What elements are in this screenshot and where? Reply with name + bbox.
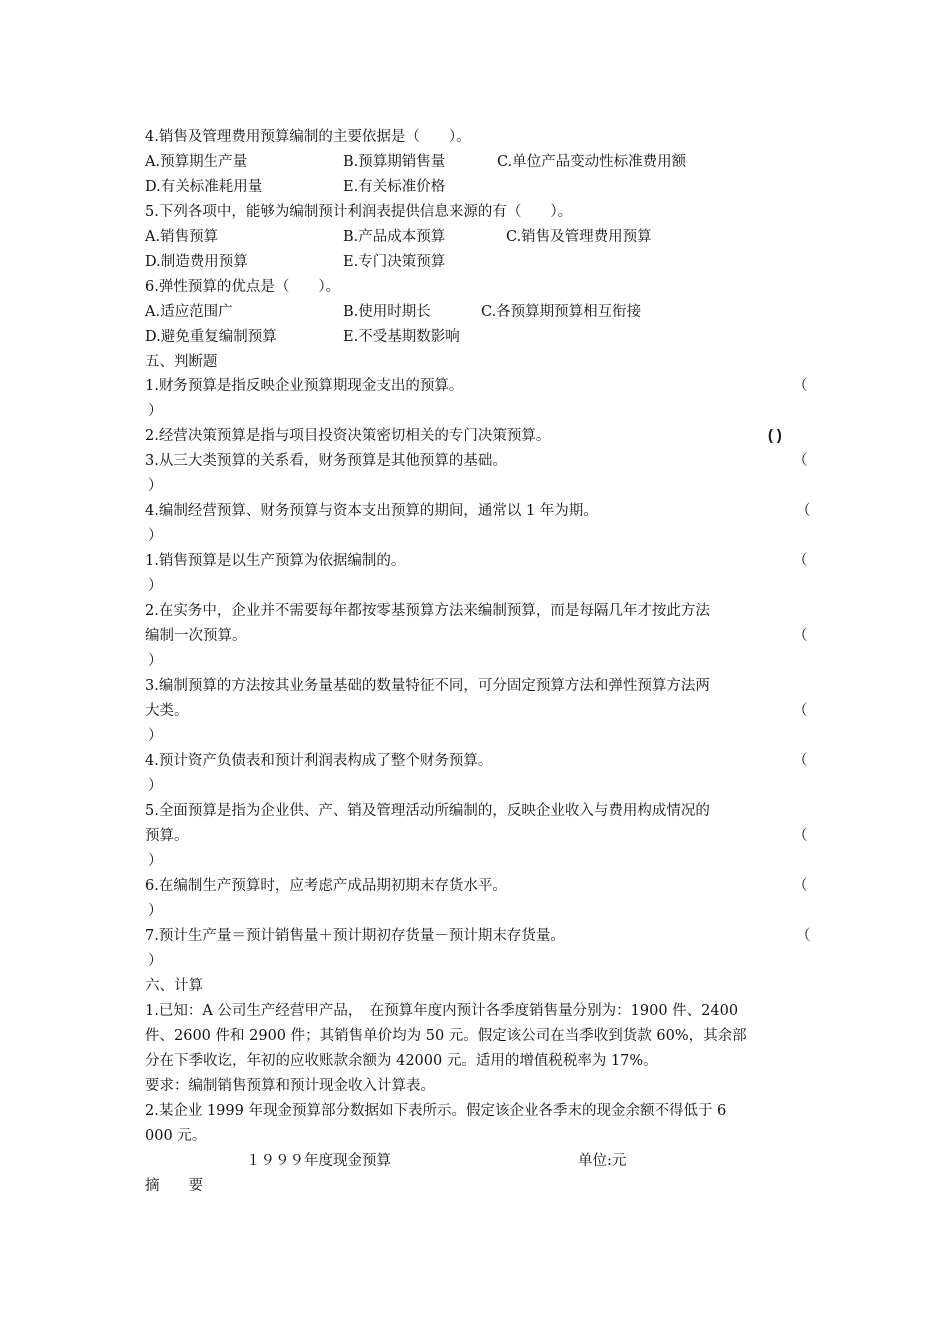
table-column-header: 摘 要 — [145, 1178, 203, 1194]
calc-problem-2-continued: 000 元。 — [145, 1128, 207, 1144]
answer-bracket-open: （ — [796, 503, 811, 519]
calc-problem-2: 2.某企业 1999 年现金预算部分数据如下表所示。假定该企业各季末的现金余额不得低于 6 — [145, 1103, 727, 1119]
option-d: D.有关标准耗用量 — [145, 179, 263, 195]
answer-bracket-open: （ — [793, 828, 808, 844]
option-c: C.各预算期预算相互衔接 — [481, 304, 642, 320]
judgment-item-continued: 预算。 — [145, 828, 189, 844]
option-d: D.避免重复编制预算 — [145, 329, 277, 345]
answer-bracket-open: （ — [793, 378, 808, 394]
judgment-item: 3.编制预算的方法按其业务量基础的数量特征不同，可分固定预算方法和弹性预算方法两 — [145, 678, 710, 694]
answer-bracket-close: ） — [148, 478, 163, 494]
answer-bracket-open: （ — [793, 703, 808, 719]
option-c: C.销售及管理费用预算 — [506, 229, 652, 245]
option-e: E.不受基期数影响 — [343, 329, 460, 345]
answer-bracket-open: （ — [793, 453, 808, 469]
answer-bracket-close: ） — [148, 778, 163, 794]
answer-bracket-close: ） — [148, 953, 163, 969]
option-b: B.预算期销售量 — [343, 154, 446, 170]
judgment-item: 4.编制经营预算、财务预算与资本支出预算的期间，通常以 1 年为期。 — [145, 503, 598, 519]
section-heading: 六、计算 — [145, 978, 203, 994]
question-6-text: 6.弹性预算的优点是（ ）。 — [145, 279, 341, 295]
calc-problem-1: 1.已知：A 公司生产经营甲产品， 在预算年度内预计各季度销售量分别为：1900 件、2400 — [145, 1003, 739, 1019]
answer-bracket-close: ） — [148, 653, 163, 669]
answer-bracket-open: （ — [793, 753, 808, 769]
option-b: B.产品成本预算 — [343, 229, 446, 245]
judgment-item: 1.销售预算是以生产预算为依据编制的。 — [145, 553, 406, 569]
table-unit: 单位:元 — [578, 1153, 627, 1169]
judgment-item-continued: 编制一次预算。 — [145, 628, 247, 644]
option-a: A.适应范围广 — [145, 304, 233, 320]
section-heading: 五、判断题 — [145, 354, 218, 370]
option-a: A.销售预算 — [145, 229, 219, 245]
answer-brackets: ( ) — [768, 428, 782, 444]
table-title: １９９９年度现金预算 — [246, 1153, 391, 1169]
judgment-item: 2.在实务中，企业并不需要每年都按零基预算方法来编制预算，而是每隔几年才按此方法 — [145, 603, 710, 619]
question-5-text: 5.下列各项中，能够为编制预计利润表提供信息来源的有（ ）。 — [145, 204, 573, 220]
calc-requirement: 要求：编制销售预算和预计现金收入计算表。 — [145, 1078, 435, 1094]
judgment-item: 5.全面预算是指为企业供、产、销及管理活动所编制的，反映企业收入与费用构成情况的 — [145, 803, 710, 819]
answer-bracket-open: （ — [793, 628, 808, 644]
option-b: B.使用时期长 — [343, 304, 431, 320]
answer-bracket-close: ） — [148, 853, 163, 869]
answer-bracket-close: ） — [148, 578, 163, 594]
judgment-item: 2.经营决策预算是指与项目投资决策密切相关的专门决策预算。 — [145, 428, 551, 444]
option-e: E.专门决策预算 — [343, 254, 446, 270]
answer-bracket-close: ） — [148, 528, 163, 544]
answer-bracket-close: ） — [148, 403, 163, 419]
question-4-text: 4.销售及管理费用预算编制的主要依据是（ ）。 — [145, 129, 471, 145]
answer-bracket-open: （ — [793, 878, 808, 894]
calc-problem-1-continued: 分在下季收讫，年初的应收账款余额为 42000 元。适用的增值税税率为 17%。 — [145, 1053, 658, 1069]
judgment-item: 4.预计资产负债表和预计利润表构成了整个财务预算。 — [145, 753, 493, 769]
judgment-item: 6.在编制生产预算时，应考虑产成品期初期末存货水平。 — [145, 878, 507, 894]
calc-problem-1-continued: 件、2600 件和 2900 件；其销售单价均为 50 元。假定该公司在当季收到货款 60%，其余部 — [145, 1028, 747, 1044]
answer-bracket-close: ） — [148, 903, 163, 919]
judgment-item: 3.从三大类预算的关系看，财务预算是其他预算的基础。 — [145, 453, 507, 469]
option-e: E.有关标准价格 — [343, 179, 446, 195]
judgment-item: 7.预计生产量＝预计销售量＋预计期初存货量－预计期末存货量。 — [145, 928, 565, 944]
option-c: C.单位产品变动性标准费用额 — [497, 154, 687, 170]
answer-bracket-close: ） — [148, 728, 163, 744]
option-a: A.预算期生产量 — [145, 154, 248, 170]
answer-bracket-open: （ — [793, 553, 808, 569]
judgment-item-continued: 大类。 — [145, 703, 189, 719]
option-d: D.制造费用预算 — [145, 254, 248, 270]
judgment-item: 1.财务预算是指反映企业预算期现金支出的预算。 — [145, 378, 464, 394]
answer-bracket-open: （ — [796, 928, 811, 944]
